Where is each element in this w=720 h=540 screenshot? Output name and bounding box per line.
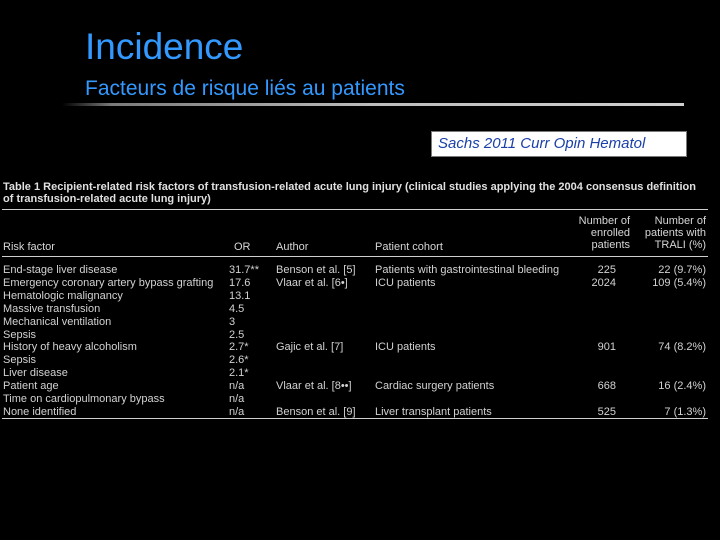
header-risk-factor: Risk factor bbox=[3, 241, 55, 253]
table-row bbox=[0, 354, 712, 367]
table-row bbox=[0, 380, 712, 393]
row-enrolled: 901 bbox=[597, 341, 616, 354]
table-rule-bottom bbox=[2, 418, 708, 419]
row-risk-factor: None identified bbox=[3, 405, 77, 418]
table-row bbox=[0, 393, 712, 406]
table-row bbox=[0, 290, 712, 303]
row-risk-factor: Emergency coronary artery bypass grafting bbox=[3, 276, 214, 289]
row-risk-factor: Massive transfusion bbox=[3, 302, 101, 315]
row-cohort: Patients with gastrointestinal bleeding bbox=[375, 264, 560, 276]
header-enrolled: Number of enrolled patients bbox=[578, 215, 630, 251]
row-author: Gajic et al. [7] bbox=[276, 341, 344, 354]
row-cohort: ICU patients bbox=[375, 341, 436, 354]
row-enrolled: 525 bbox=[597, 405, 616, 418]
row-trali: 16 (2.4%) bbox=[658, 380, 706, 393]
slide-subtitle: Facteurs de risque liés au patients bbox=[85, 77, 405, 100]
table-row bbox=[0, 264, 712, 277]
row-risk-factor: Liver disease bbox=[3, 367, 68, 380]
row-author: Benson et al. [9] bbox=[276, 405, 356, 418]
citation-box: Sachs 2011 Curr Opin Hematol bbox=[431, 131, 687, 157]
table-row bbox=[0, 367, 712, 380]
row-trali: 74 (8.2%) bbox=[658, 341, 706, 354]
row-cohort: Cardiac surgery patients bbox=[375, 380, 495, 393]
row-or: 4.5 bbox=[229, 302, 245, 315]
row-risk-factor: Patient age bbox=[3, 380, 59, 393]
risk-factor-table bbox=[0, 178, 712, 422]
header-cohort: Patient cohort bbox=[375, 241, 443, 253]
table-rule-header bbox=[2, 256, 708, 257]
row-or: 31.7** bbox=[229, 264, 259, 276]
row-risk-factor: End-stage liver disease bbox=[3, 264, 118, 276]
row-or: 2.6* bbox=[229, 354, 249, 367]
table-row bbox=[0, 329, 712, 342]
row-author: Vlaar et al. [6•] bbox=[276, 276, 348, 289]
header-trali: Number of patients with TRALI (%) bbox=[644, 215, 706, 251]
row-or: 2.7* bbox=[229, 341, 249, 354]
row-risk-factor: Mechanical ventilation bbox=[3, 315, 112, 328]
row-risk-factor: History of heavy alcoholism bbox=[3, 341, 137, 354]
row-cohort: Liver transplant patients bbox=[375, 405, 492, 418]
row-risk-factor: Time on cardiopulmonary bypass bbox=[3, 393, 165, 405]
row-cohort: ICU patients bbox=[375, 276, 436, 289]
row-trali: 7 (1.3%) bbox=[664, 405, 706, 418]
row-or: 3 bbox=[229, 315, 236, 328]
row-trali: 109 (5.4%) bbox=[652, 276, 706, 289]
row-trali: 22 (9.7%) bbox=[658, 264, 706, 276]
row-or: 2.5 bbox=[229, 328, 245, 341]
row-risk-factor: Sepsis bbox=[3, 354, 37, 367]
table-row bbox=[0, 341, 712, 354]
table-row bbox=[0, 406, 712, 419]
row-enrolled: 225 bbox=[597, 264, 616, 276]
table-caption: Table 1 Recipient-related risk factors of transfusion-related acute lung injury (clinical studies applying the 2004 consensus definition of transfusion-related acute lung injury) bbox=[3, 181, 696, 205]
row-author: Benson et al. [5] bbox=[276, 264, 356, 276]
row-or: n/a bbox=[229, 380, 245, 393]
header-author: Author bbox=[276, 241, 309, 253]
row-or: n/a bbox=[229, 405, 245, 418]
row-enrolled: 668 bbox=[597, 380, 616, 393]
table-rule-top bbox=[2, 209, 708, 210]
row-or: n/a bbox=[229, 393, 245, 405]
row-author: Vlaar et al. [8••] bbox=[276, 380, 352, 393]
row-or: 17.6 bbox=[229, 276, 251, 289]
row-or: 2.1* bbox=[229, 367, 249, 380]
row-enrolled: 2024 bbox=[591, 276, 616, 289]
header-or: OR bbox=[234, 241, 251, 253]
row-risk-factor: Hematologic malignancy bbox=[3, 289, 123, 302]
row-risk-factor: Sepsis bbox=[3, 328, 37, 341]
slide-title: Incidence bbox=[85, 26, 244, 67]
table-row bbox=[0, 277, 712, 290]
table-row bbox=[0, 316, 712, 329]
table-row bbox=[0, 303, 712, 316]
row-or: 13.1 bbox=[229, 289, 251, 302]
title-divider bbox=[62, 103, 684, 106]
